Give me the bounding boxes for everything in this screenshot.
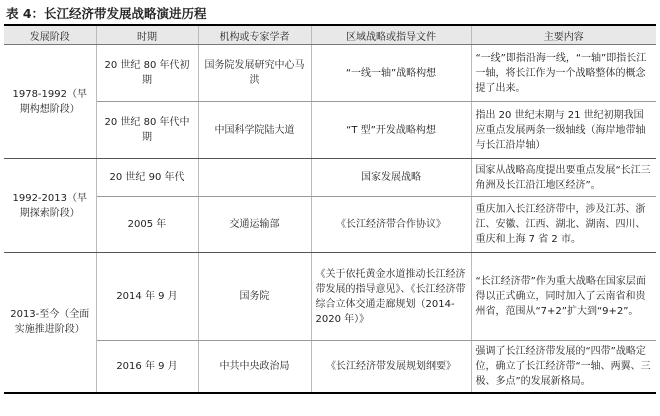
- strategy-evolution-table: [4, 24, 656, 394]
- org-cell: 国务院: [198, 253, 311, 341]
- table-row: [4, 159, 656, 197]
- org-cell: 中国科学院陆大道: [198, 102, 311, 159]
- content-cell: “长江经济带”作为重大战略在国家层面得以正式确立，同时加入了云南省和贵州省，范围从“7+2”扩大到“9+2”。: [471, 253, 656, 341]
- table-row: [4, 253, 656, 341]
- period-cell: 20 世纪 80 年代中期: [96, 102, 198, 159]
- period-cell: 2005 年: [96, 197, 198, 253]
- doc-cell: 《长江经济带合作协议》: [311, 197, 471, 253]
- org-cell: 交通运输部: [198, 197, 311, 253]
- header-row: [4, 25, 656, 45]
- content-cell: 国家从战略高度提出要重点发展“长江三角洲及长江沿江地区经济”。: [471, 159, 656, 197]
- doc-cell: “一线一轴”战略构想: [311, 45, 471, 102]
- period-cell: 20 世纪 80 年代初期: [96, 45, 198, 102]
- header-doc: 区域战略或指导文件: [311, 25, 471, 45]
- doc-cell: 国家发展战略: [311, 159, 471, 197]
- doc-cell: “T 型”开发战略构想: [311, 102, 471, 159]
- table-row: [4, 341, 656, 393]
- table-title: 表 4：长江经济带发展战略演进历程: [6, 6, 207, 21]
- stage-cell: 1992-2013（早期探索阶段）: [4, 159, 96, 253]
- org-cell: 国务院发展研究中心马洪: [198, 45, 311, 102]
- period-cell: 2016 年 9 月: [96, 341, 198, 393]
- content-cell: 重庆加入长江经济带中，涉及江苏、浙江、安徽、江西、湖北、湖南、四川、重庆和上海 7 省 2 市。: [471, 197, 656, 253]
- table-row: [4, 102, 656, 159]
- header-org: 机构或专家学者: [198, 25, 311, 45]
- content-cell: 指出 20 世纪末期与 21 世纪初期我国应重点发展两条一级轴线（海岸地带轴与长江沿岸轴）: [471, 102, 656, 159]
- table-row: [4, 45, 656, 102]
- stage-cell: 1978-1992（早期构想阶段）: [4, 45, 96, 159]
- table-row: [4, 197, 656, 253]
- period-cell: 20 世纪 90 年代: [96, 159, 198, 197]
- stage-cell: 2013-至今（全面实施推进阶段）: [4, 253, 96, 393]
- content-cell: 强调了长江经济带发展的“四带”战略定位，确立了长江经济带“一轴、两翼、三极、多点”的发展新格局。: [471, 341, 656, 393]
- org-cell: 中共中央政治局: [198, 341, 311, 393]
- content-cell: “一线”即指沿海一线，“一轴”即指长江一轴，将长江作为一个战略整体的概念提了出来。: [471, 45, 656, 102]
- header-stage: 发展阶段: [4, 25, 96, 45]
- period-cell: 2014 年 9 月: [96, 253, 198, 341]
- header-content: 主要内容: [471, 25, 656, 45]
- header-period: 时期: [96, 25, 198, 45]
- doc-cell: 《关于依托黄金水道推动长江经济带发展的指导意见》、《长江经济带综合立体交通走廊规划（2014-2020 年）》: [311, 253, 471, 341]
- org-cell: [198, 159, 311, 197]
- doc-cell: 《长江经济带发展规划纲要》: [311, 341, 471, 393]
